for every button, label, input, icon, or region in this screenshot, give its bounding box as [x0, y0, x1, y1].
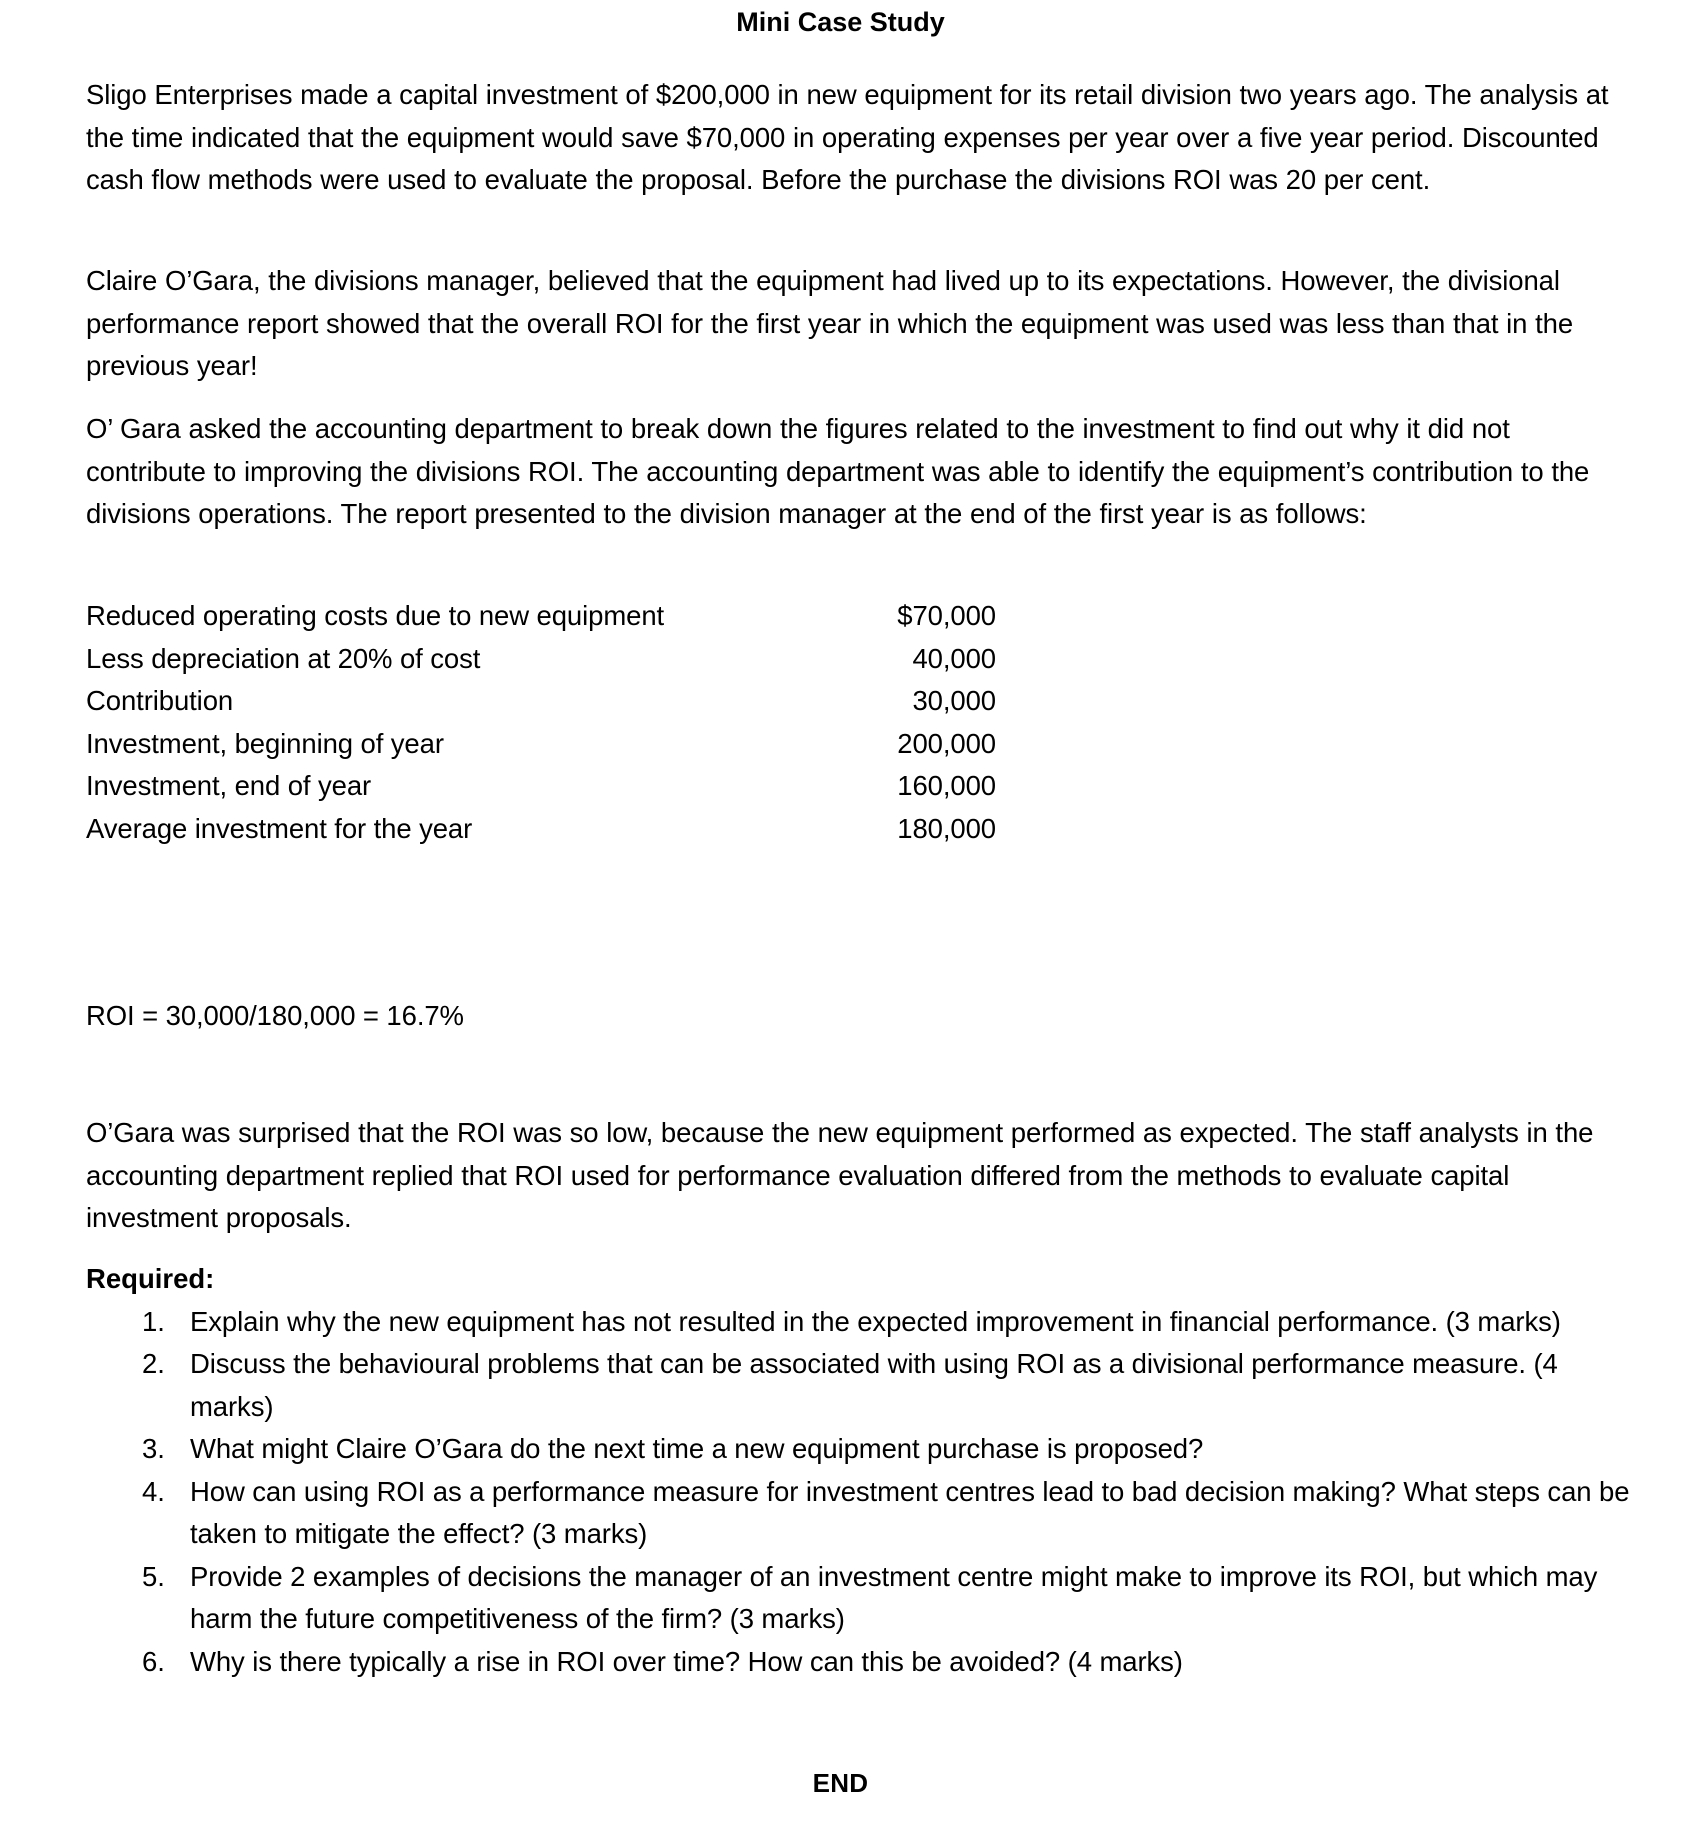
list-item-number: 1. — [142, 1305, 165, 1337]
figures-table-block — [86, 595, 1631, 850]
figure-label: Investment, beginning of year — [86, 727, 444, 759]
figure-label: Less depreciation at 20% of cost — [86, 642, 481, 674]
paragraph-accounting-breakdown: O’ Gara asked the accounting department to break down the figures related to the investment to find out why it did not contribute to improving the divisions ROI. The accounting department was able to identify the equipment’s contribution to the divisions operations. The report presented to the division manager at the end of the first year is as follows: — [86, 413, 1590, 529]
table-row — [86, 723, 996, 766]
page-title: Mini Case Study — [736, 7, 945, 37]
list-item — [86, 1301, 1631, 1344]
required-heading: Required: — [86, 1263, 215, 1294]
paragraph-ogara-belief: Claire O’Gara, the divisions manager, believed that the equipment had lived up to its expectations. However, the divisional performance report showed that the overall ROI for the first year in which the equipment was used was less than that in the previous year! — [86, 265, 1574, 381]
ogara-paragraph-block — [86, 260, 1631, 388]
list-item-text: Discuss the behavioural problems that can be associated with using ROI as a divisional performance measure. (4 marks) — [190, 1348, 1558, 1422]
roi-calculation: ROI = 30,000/180,000 = 16.7% — [86, 1000, 464, 1031]
list-item — [86, 1556, 1631, 1641]
list-item-text: How can using ROI as a performance measure for investment centres lead to bad decision making? What steps can be taken to mitigate the effect? (3 marks) — [190, 1475, 1630, 1549]
list-item-number: 6. — [142, 1645, 165, 1677]
required-question-list — [86, 1301, 1631, 1684]
list-item — [86, 1641, 1631, 1684]
figure-label: Investment, end of year — [86, 770, 372, 801]
list-item-text: Provide 2 examples of decisions the manager of an investment centre might make to improve its ROI, but which may harm the future competitiveness of the firm? (3 marks) — [190, 1560, 1598, 1634]
list-item-number: 2. — [142, 1348, 165, 1379]
table-row — [86, 595, 996, 638]
figure-amount: 40,000 — [912, 642, 996, 674]
figure-label: Average investment for the year — [86, 812, 473, 844]
list-item-text: Explain why the new equipment has not resulted in the expected improvement in financial performance. (3 marks) — [190, 1305, 1561, 1337]
table-row — [86, 808, 996, 851]
list-item-number: 3. — [142, 1433, 165, 1464]
figures-table — [86, 595, 996, 850]
paragraph-intro: Sligo Enterprises made a capital investment of $200,000 in new equipment for its retail division two years ago. The analysis at the time indicated that the equipment would save $70,000 in operating expenses per year over a five year period. Discounted cash flow methods were used to evaluate the proposal. Before the purchase the divisions ROI was 20 per cent. — [86, 79, 1609, 195]
list-item-number: 5. — [142, 1560, 165, 1592]
list-item-text: Why is there typically a rise in ROI over time? How can this be avoided? (4 marks) — [190, 1645, 1183, 1677]
intro-paragraph-block — [86, 74, 1631, 202]
end-marker: END — [812, 1768, 869, 1798]
list-item-number: 4. — [142, 1475, 165, 1507]
figure-label: Contribution — [86, 685, 234, 716]
list-item — [86, 1471, 1631, 1556]
table-row — [86, 680, 996, 723]
required-section — [86, 1258, 1631, 1683]
figure-amount: 160,000 — [897, 770, 996, 801]
list-item — [86, 1428, 1631, 1471]
figure-amount: 180,000 — [897, 812, 996, 844]
accounting-paragraph-block — [86, 408, 1631, 536]
paragraph-closing: O’Gara was surprised that the ROI was so low, because the new equipment performed as expected. The staff analysts in the accounting department replied that ROI used for performance evaluation differed from the methods to evaluate capital investment proposals. — [86, 1117, 1594, 1233]
figure-label: Reduced operating costs due to new equipment — [86, 600, 665, 631]
table-row — [86, 638, 996, 681]
figure-amount: $70,000 — [897, 600, 996, 631]
figure-amount: 200,000 — [897, 727, 996, 759]
list-item-text: What might Claire O’Gara do the next time a new equipment purchase is proposed? — [190, 1433, 1204, 1464]
list-item — [86, 1343, 1631, 1428]
figure-amount: 30,000 — [912, 685, 996, 716]
closing-paragraph-block — [86, 1112, 1631, 1240]
roi-calculation-block — [86, 995, 1631, 1038]
table-row — [86, 765, 996, 808]
